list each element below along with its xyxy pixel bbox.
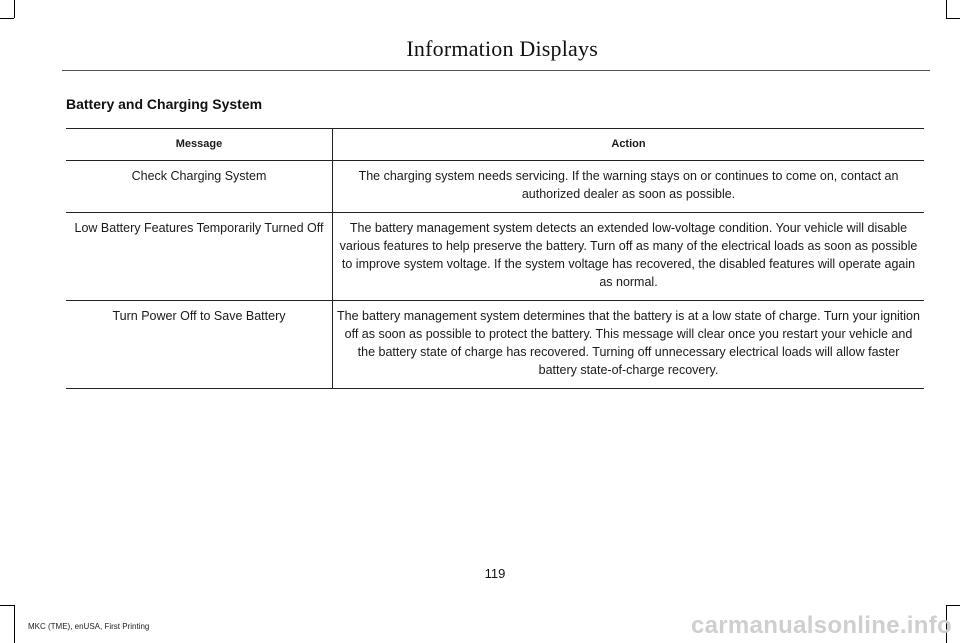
message-cell: Check Charging System — [66, 161, 333, 213]
message-table — [66, 128, 924, 389]
table-header-row — [66, 129, 924, 161]
section-heading: Battery and Charging System — [66, 96, 263, 112]
crop-mark — [946, 0, 947, 18]
action-cell: The battery management system determines that the battery is at a low state of charge. Turn your ignition off as soon as possible to protect the battery. This message will clear once you restart your vehicle and the battery state of charge has recovered. Turning off unnecessary electrical loads will allow faster battery state-of-charge recovery. — [333, 301, 925, 389]
crop-mark — [0, 18, 14, 19]
page-title: Information Displays — [406, 36, 598, 61]
print-info: MKC (TME), enUSA, First Printing — [28, 622, 150, 631]
column-header-action: Action — [333, 129, 925, 161]
watermark-link[interactable]: carmanualsonline.info — [690, 612, 952, 639]
table-row — [66, 161, 924, 213]
message-cell: Low Battery Features Temporarily Turned Off — [66, 213, 333, 301]
column-header-message: Message — [66, 129, 333, 161]
message-cell: Turn Power Off to Save Battery — [66, 301, 333, 389]
action-cell: The battery management system detects an extended low-voltage condition. Your vehicle will disable various features to help preserve the battery. Turn off as many of the electrical loads as soon as possible to improve system voltage. If the system voltage has recovered, the disabled features will operate again as normal. — [333, 213, 925, 301]
crop-mark — [14, 605, 15, 643]
crop-mark — [0, 605, 14, 606]
crop-mark — [14, 0, 15, 18]
title-divider — [62, 70, 930, 71]
crop-mark — [946, 18, 960, 19]
crop-mark — [946, 605, 960, 606]
table-row — [66, 301, 924, 389]
page-number: 119 — [484, 566, 506, 581]
action-cell: The charging system needs servicing. If the warning stays on or continues to come on, contact an authorized dealer as soon as possible. — [333, 161, 925, 213]
table-row — [66, 213, 924, 301]
